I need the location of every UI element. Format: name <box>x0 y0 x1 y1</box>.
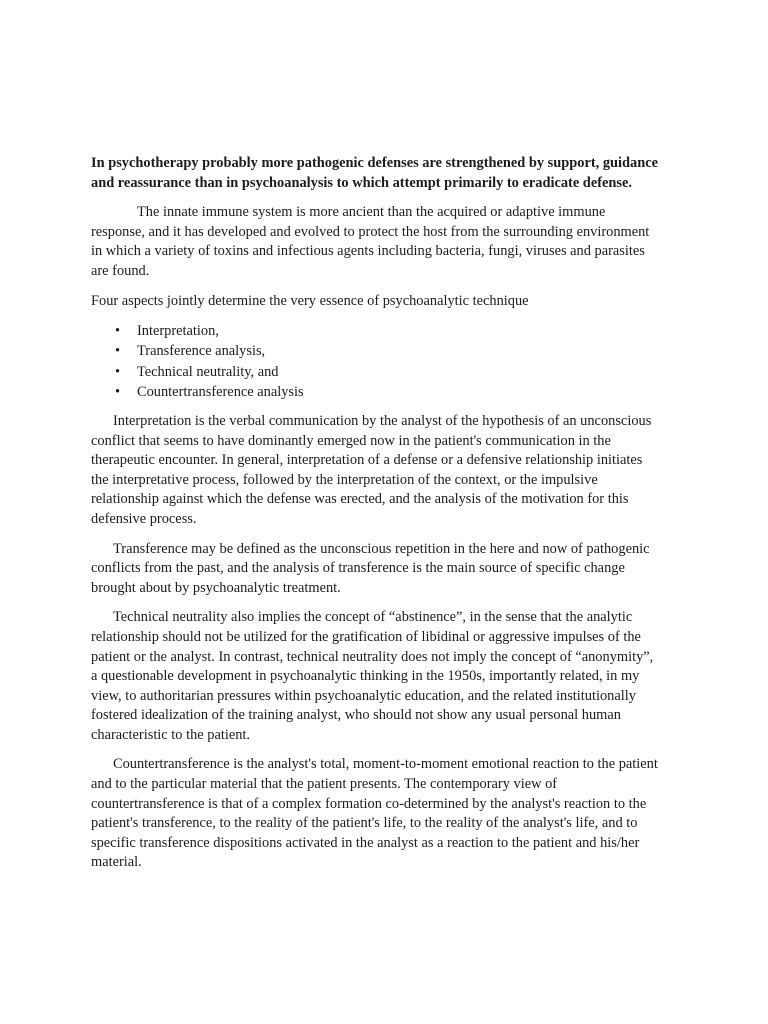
bullet-item-label: Technical neutrality, and <box>137 363 279 380</box>
paragraph-countertransference: Countertransference is the analyst's total, moment-to-moment emotional reaction to the patient and to the particular material that the patient presents. The contemporary view of countertransference is that of a complex formation co-determined by the analyst's reaction to the patient's transference, to the reality of the patient's life, to the reality of the analyst's life, and to specific transference dispositions activated in the analyst as a reaction to the patient and his/her material. <box>91 756 658 871</box>
paragraph-four-aspects: Four aspects jointly determine the very essence of psychoanalytic technique <box>91 292 529 309</box>
bullet-item-countertransference-analysis <box>91 382 659 402</box>
bullet-item-interpretation <box>91 321 659 341</box>
bullet-dot-icon: • <box>115 323 121 340</box>
paragraph-technical-neutrality: Technical neutrality also implies the concept of “abstinence”, in the sense that the analytic relationship should not be utilized for the gratification of libidinal or aggressive impulses of the patient or the analyst. In contrast, technical neutrality does not imply the concept of “anonymity”, a questionable development in psychoanalytic thinking in the 1950s, importantly related, in my view, to authoritarian pressures within psychoanalytic education, and the related institutionally fostered idealization of the training analyst, who should not show any usual personal human characteristic to the patient. <box>91 609 654 743</box>
paragraph-innate-immune-system: The innate immune system is more ancient than the acquired or adaptive immune response, and it has developed and evolved to protect the host from the surrounding environment in which a variety of toxins and infectious agents including bacteria, fungi, viruses and parasites are found. <box>91 204 650 279</box>
bullet-item-label: Transference analysis, <box>137 343 266 360</box>
bullet-item-transference-analysis <box>91 341 659 361</box>
bullet-dot-icon: • <box>115 343 121 360</box>
paragraph-interpretation: Interpretation is the verbal communication by the analyst of the hypothesis of an unconscious conflict that seems to have dominantly emerged now in the patient's communication in the therapeutic encounter. In general, interpretation of a defense or a defensive relationship initiates the interpretative process, followed by the interpretation of the context, or the impulsive relationship against which the defense was erected, and the analysis of the motivation for this defensive process. <box>91 412 652 527</box>
bullet-item-label: Countertransference analysis <box>137 383 304 400</box>
bullet-item-label: Interpretation, <box>137 323 219 340</box>
document-heading: In psychotherapy probably more pathogenic defenses are strengthened by support, guidance and reassurance than in psychoanalysis to which attempt primarily to eradicate defense. <box>91 155 659 191</box>
aspects-bullet-list <box>91 321 659 402</box>
bullet-item-technical-neutrality <box>91 362 659 382</box>
document-body <box>91 154 659 883</box>
bullet-dot-icon: • <box>115 363 121 380</box>
bullet-dot-icon: • <box>115 383 121 400</box>
paragraph-transference: Transference may be defined as the unconscious repetition in the here and now of pathogenic conflicts from the past, and the analysis of transference is the main source of specific change brought about by psychoanalytic treatment. <box>91 540 650 596</box>
